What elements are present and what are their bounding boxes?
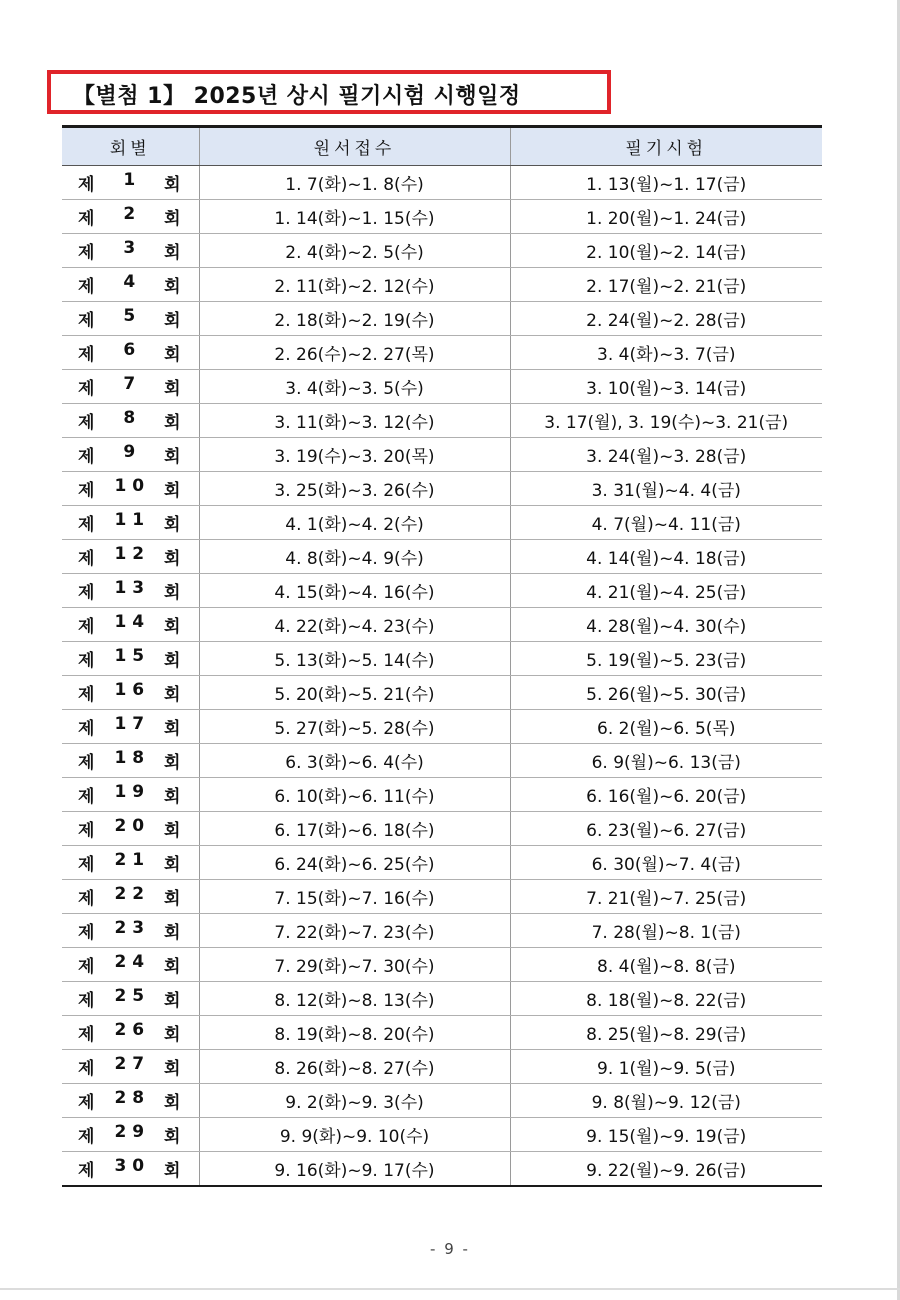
table-row bbox=[62, 880, 822, 914]
round-cell bbox=[62, 880, 199, 914]
round-num: 5 bbox=[123, 306, 136, 326]
round-num: 3 0 bbox=[114, 1155, 145, 1176]
round-suffix: 회 bbox=[164, 889, 181, 909]
round-cell bbox=[62, 370, 199, 404]
round-label bbox=[62, 442, 199, 467]
table-row bbox=[62, 914, 822, 948]
round-suffix: 회 bbox=[164, 719, 181, 739]
round-label bbox=[62, 408, 199, 433]
exam-period-cell: 2. 10(월)~2. 14(금) bbox=[510, 234, 822, 268]
round-suffix: 회 bbox=[164, 651, 181, 671]
exam-period-cell: 8. 18(월)~8. 22(금) bbox=[510, 982, 822, 1016]
table-row bbox=[62, 200, 822, 234]
round-label bbox=[62, 612, 199, 637]
round-label bbox=[62, 748, 199, 773]
round-num: 3 bbox=[123, 238, 136, 258]
round-prefix: 제 bbox=[78, 209, 95, 229]
table-row bbox=[62, 336, 822, 370]
round-cell bbox=[62, 1084, 199, 1118]
exam-period-cell: 4. 28(월)~4. 30(수) bbox=[510, 608, 822, 642]
round-suffix: 회 bbox=[164, 175, 181, 195]
round-cell bbox=[62, 1050, 199, 1084]
round-label bbox=[62, 1054, 199, 1079]
application-period-cell: 1. 14(화)~1. 15(수) bbox=[199, 200, 510, 234]
round-cell bbox=[62, 608, 199, 642]
application-period-cell: 2. 18(화)~2. 19(수) bbox=[199, 302, 510, 336]
table-row bbox=[62, 710, 822, 744]
round-cell bbox=[62, 948, 199, 982]
round-cell bbox=[62, 574, 199, 608]
application-period-cell: 1. 7(화)~1. 8(수) bbox=[199, 166, 510, 200]
exam-period-cell: 3. 24(월)~3. 28(금) bbox=[510, 438, 822, 472]
application-period-cell: 2. 11(화)~2. 12(수) bbox=[199, 268, 510, 302]
round-num: 2 0 bbox=[114, 816, 145, 836]
round-num: 1 7 bbox=[114, 714, 145, 734]
exam-period-cell: 2. 17(월)~2. 21(금) bbox=[510, 268, 822, 302]
exam-period-cell: 3. 10(월)~3. 14(금) bbox=[510, 370, 822, 404]
round-num: 2 bbox=[123, 204, 136, 224]
table-row bbox=[62, 1118, 822, 1152]
page-edge-bottom bbox=[0, 1288, 900, 1290]
exam-period-cell: 8. 4(월)~8. 8(금) bbox=[510, 948, 822, 982]
round-cell bbox=[62, 166, 199, 200]
round-prefix: 제 bbox=[78, 447, 95, 467]
round-num: 8 bbox=[123, 408, 136, 428]
round-cell bbox=[62, 744, 199, 778]
application-period-cell: 6. 24(화)~6. 25(수) bbox=[199, 846, 510, 880]
exam-period-cell: 6. 9(월)~6. 13(금) bbox=[510, 744, 822, 778]
round-suffix: 회 bbox=[164, 277, 181, 297]
round-suffix: 회 bbox=[164, 821, 181, 841]
round-num: 2 5 bbox=[114, 986, 145, 1006]
round-num: 4 bbox=[123, 272, 136, 292]
round-label bbox=[62, 646, 199, 671]
round-prefix: 제 bbox=[78, 311, 95, 331]
round-cell bbox=[62, 404, 199, 438]
application-period-cell: 3. 25(화)~3. 26(수) bbox=[199, 472, 510, 506]
schedule-table bbox=[62, 125, 822, 1187]
round-prefix: 제 bbox=[78, 379, 95, 399]
application-period-cell: 3. 4(화)~3. 5(수) bbox=[199, 370, 510, 404]
application-period-cell: 4. 22(화)~4. 23(수) bbox=[199, 608, 510, 642]
application-period-cell: 7. 29(화)~7. 30(수) bbox=[199, 948, 510, 982]
round-cell bbox=[62, 268, 199, 302]
exam-period-cell: 9. 1(월)~9. 5(금) bbox=[510, 1050, 822, 1084]
title-highlight-box bbox=[47, 70, 611, 114]
table-row bbox=[62, 642, 822, 676]
round-num: 1 4 bbox=[114, 612, 145, 632]
round-suffix: 회 bbox=[164, 481, 181, 501]
round-num: 7 bbox=[123, 374, 136, 394]
round-cell bbox=[62, 982, 199, 1016]
exam-period-cell: 4. 7(월)~4. 11(금) bbox=[510, 506, 822, 540]
table-row bbox=[62, 268, 822, 302]
round-cell bbox=[62, 200, 199, 234]
table-row bbox=[62, 1084, 822, 1118]
round-label bbox=[62, 306, 199, 331]
round-suffix: 회 bbox=[164, 1025, 181, 1045]
round-prefix: 제 bbox=[78, 889, 95, 909]
round-label bbox=[62, 544, 199, 569]
round-cell bbox=[62, 846, 199, 880]
round-cell bbox=[62, 710, 199, 744]
table-row bbox=[62, 540, 822, 574]
round-prefix: 제 bbox=[78, 243, 95, 263]
header-written-exam: 필기시험 bbox=[510, 127, 822, 166]
table-row bbox=[62, 1050, 822, 1084]
round-label bbox=[62, 714, 199, 739]
round-prefix: 제 bbox=[78, 1160, 95, 1181]
round-prefix: 제 bbox=[78, 175, 95, 195]
table-row bbox=[62, 438, 822, 472]
round-cell bbox=[62, 1118, 199, 1152]
table-row bbox=[62, 846, 822, 880]
round-label bbox=[62, 952, 199, 977]
round-suffix: 회 bbox=[164, 447, 181, 467]
exam-period-cell: 6. 30(월)~7. 4(금) bbox=[510, 846, 822, 880]
round-suffix: 회 bbox=[164, 345, 181, 365]
table-row bbox=[62, 506, 822, 540]
exam-period-cell: 6. 23(월)~6. 27(금) bbox=[510, 812, 822, 846]
table-row bbox=[62, 1152, 822, 1186]
round-suffix: 회 bbox=[164, 1127, 181, 1147]
round-cell bbox=[62, 506, 199, 540]
round-suffix: 회 bbox=[164, 515, 181, 535]
round-prefix: 제 bbox=[78, 923, 95, 943]
round-suffix: 회 bbox=[164, 209, 181, 229]
round-suffix: 회 bbox=[164, 991, 181, 1011]
round-cell bbox=[62, 914, 199, 948]
round-label bbox=[62, 680, 199, 705]
round-label bbox=[62, 272, 199, 297]
round-num: 1 9 bbox=[114, 782, 145, 802]
round-prefix: 제 bbox=[78, 1059, 95, 1079]
page-number: - 9 - bbox=[430, 1240, 470, 1258]
round-cell bbox=[62, 1152, 199, 1186]
application-period-cell: 7. 15(화)~7. 16(수) bbox=[199, 880, 510, 914]
round-suffix: 회 bbox=[164, 685, 181, 705]
exam-period-cell: 8. 25(월)~8. 29(금) bbox=[510, 1016, 822, 1050]
round-cell bbox=[62, 812, 199, 846]
round-suffix: 회 bbox=[164, 753, 181, 773]
table-row bbox=[62, 234, 822, 268]
round-num: 2 4 bbox=[114, 952, 145, 972]
round-suffix: 회 bbox=[164, 957, 181, 977]
application-period-cell: 4. 8(화)~4. 9(수) bbox=[199, 540, 510, 574]
round-label bbox=[62, 374, 199, 399]
exam-period-cell: 3. 31(월)~4. 4(금) bbox=[510, 472, 822, 506]
exam-period-cell: 4. 21(월)~4. 25(금) bbox=[510, 574, 822, 608]
exam-period-cell: 6. 16(월)~6. 20(금) bbox=[510, 778, 822, 812]
round-num: 1 0 bbox=[114, 476, 145, 496]
schedule-table-body bbox=[62, 166, 822, 1186]
round-label bbox=[62, 782, 199, 807]
round-prefix: 제 bbox=[78, 1093, 95, 1113]
document-title: 【별첨 1】 2025년 상시 필기시험 시행일정 bbox=[73, 84, 521, 109]
application-period-cell: 3. 19(수)~3. 20(목) bbox=[199, 438, 510, 472]
round-suffix: 회 bbox=[164, 243, 181, 263]
round-num: 2 1 bbox=[114, 850, 145, 870]
round-prefix: 제 bbox=[78, 549, 95, 569]
table-row bbox=[62, 574, 822, 608]
exam-period-cell: 3. 4(화)~3. 7(금) bbox=[510, 336, 822, 370]
exam-period-cell: 4. 14(월)~4. 18(금) bbox=[510, 540, 822, 574]
application-period-cell: 6. 10(화)~6. 11(수) bbox=[199, 778, 510, 812]
round-label bbox=[62, 476, 199, 501]
header-round: 회별 bbox=[62, 127, 199, 166]
round-label bbox=[62, 1020, 199, 1045]
round-suffix: 회 bbox=[164, 617, 181, 637]
application-period-cell: 4. 1(화)~4. 2(수) bbox=[199, 506, 510, 540]
round-suffix: 회 bbox=[164, 855, 181, 875]
round-num: 1 bbox=[123, 170, 136, 190]
round-num: 1 3 bbox=[114, 578, 145, 598]
round-prefix: 제 bbox=[78, 1025, 95, 1045]
round-num: 1 5 bbox=[114, 646, 145, 666]
application-period-cell: 8. 19(화)~8. 20(수) bbox=[199, 1016, 510, 1050]
round-num: 6 bbox=[123, 340, 136, 360]
application-period-cell: 9. 9(화)~9. 10(수) bbox=[199, 1118, 510, 1152]
round-cell bbox=[62, 778, 199, 812]
round-suffix: 회 bbox=[164, 923, 181, 943]
round-suffix: 회 bbox=[164, 549, 181, 569]
round-prefix: 제 bbox=[78, 787, 95, 807]
round-cell bbox=[62, 1016, 199, 1050]
table-row bbox=[62, 812, 822, 846]
round-prefix: 제 bbox=[78, 617, 95, 637]
application-period-cell: 8. 26(화)~8. 27(수) bbox=[199, 1050, 510, 1084]
table-header-row bbox=[62, 127, 822, 166]
round-prefix: 제 bbox=[78, 685, 95, 705]
exam-period-cell: 3. 17(월), 3. 19(수)~3. 21(금) bbox=[510, 404, 822, 438]
round-prefix: 제 bbox=[78, 515, 95, 535]
round-cell bbox=[62, 642, 199, 676]
exam-period-cell: 6. 2(월)~6. 5(목) bbox=[510, 710, 822, 744]
round-num: 9 bbox=[123, 442, 136, 462]
round-num: 2 8 bbox=[114, 1088, 145, 1108]
table-row bbox=[62, 778, 822, 812]
table-row bbox=[62, 1016, 822, 1050]
round-label bbox=[62, 986, 199, 1011]
table-row bbox=[62, 676, 822, 710]
round-label bbox=[62, 850, 199, 875]
round-label bbox=[62, 1156, 199, 1181]
round-label bbox=[62, 578, 199, 603]
table-row bbox=[62, 404, 822, 438]
round-label bbox=[62, 884, 199, 909]
table-row bbox=[62, 370, 822, 404]
header-application: 원서접수 bbox=[199, 127, 510, 166]
application-period-cell: 9. 16(화)~9. 17(수) bbox=[199, 1152, 510, 1186]
round-suffix: 회 bbox=[164, 1093, 181, 1113]
round-prefix: 제 bbox=[78, 821, 95, 841]
round-suffix: 회 bbox=[164, 379, 181, 399]
round-prefix: 제 bbox=[78, 651, 95, 671]
round-num: 2 9 bbox=[114, 1122, 145, 1142]
round-cell bbox=[62, 472, 199, 506]
table-row bbox=[62, 608, 822, 642]
application-period-cell: 2. 26(수)~2. 27(목) bbox=[199, 336, 510, 370]
application-period-cell: 8. 12(화)~8. 13(수) bbox=[199, 982, 510, 1016]
round-suffix: 회 bbox=[164, 311, 181, 331]
round-prefix: 제 bbox=[78, 991, 95, 1011]
exam-period-cell: 1. 20(월)~1. 24(금) bbox=[510, 200, 822, 234]
round-prefix: 제 bbox=[78, 413, 95, 433]
exam-period-cell: 5. 19(월)~5. 23(금) bbox=[510, 642, 822, 676]
table-row bbox=[62, 166, 822, 200]
table-row bbox=[62, 948, 822, 982]
round-suffix: 회 bbox=[164, 1160, 181, 1181]
round-prefix: 제 bbox=[78, 345, 95, 365]
application-period-cell: 3. 11(화)~3. 12(수) bbox=[199, 404, 510, 438]
round-suffix: 회 bbox=[164, 1059, 181, 1079]
round-num: 2 3 bbox=[114, 918, 145, 938]
round-label bbox=[62, 510, 199, 535]
round-prefix: 제 bbox=[78, 583, 95, 603]
exam-period-cell: 9. 22(월)~9. 26(금) bbox=[510, 1152, 822, 1186]
round-num: 1 6 bbox=[114, 680, 145, 700]
round-prefix: 제 bbox=[78, 719, 95, 739]
exam-period-cell: 7. 21(월)~7. 25(금) bbox=[510, 880, 822, 914]
round-prefix: 제 bbox=[78, 753, 95, 773]
round-prefix: 제 bbox=[78, 481, 95, 501]
round-cell bbox=[62, 540, 199, 574]
round-suffix: 회 bbox=[164, 787, 181, 807]
exam-period-cell: 5. 26(월)~5. 30(금) bbox=[510, 676, 822, 710]
table-row bbox=[62, 302, 822, 336]
round-label bbox=[62, 1088, 199, 1113]
round-num: 2 6 bbox=[114, 1020, 145, 1040]
round-cell bbox=[62, 676, 199, 710]
round-label bbox=[62, 204, 199, 229]
table-row bbox=[62, 744, 822, 778]
table-row bbox=[62, 982, 822, 1016]
application-period-cell: 2. 4(화)~2. 5(수) bbox=[199, 234, 510, 268]
exam-period-cell: 1. 13(월)~1. 17(금) bbox=[510, 166, 822, 200]
application-period-cell: 4. 15(화)~4. 16(수) bbox=[199, 574, 510, 608]
round-num: 1 1 bbox=[114, 510, 145, 530]
application-period-cell: 9. 2(화)~9. 3(수) bbox=[199, 1084, 510, 1118]
round-cell bbox=[62, 302, 199, 336]
round-num: 2 2 bbox=[114, 884, 145, 904]
round-suffix: 회 bbox=[164, 413, 181, 433]
table-row bbox=[62, 472, 822, 506]
round-label bbox=[62, 170, 199, 195]
round-prefix: 제 bbox=[78, 1127, 95, 1147]
application-period-cell: 5. 20(화)~5. 21(수) bbox=[199, 676, 510, 710]
round-cell bbox=[62, 234, 199, 268]
application-period-cell: 7. 22(화)~7. 23(수) bbox=[199, 914, 510, 948]
exam-period-cell: 7. 28(월)~8. 1(금) bbox=[510, 914, 822, 948]
exam-period-cell: 2. 24(월)~2. 28(금) bbox=[510, 302, 822, 336]
application-period-cell: 6. 3(화)~6. 4(수) bbox=[199, 744, 510, 778]
round-label bbox=[62, 918, 199, 943]
round-label bbox=[62, 1122, 199, 1147]
round-label bbox=[62, 816, 199, 841]
exam-period-cell: 9. 8(월)~9. 12(금) bbox=[510, 1084, 822, 1118]
application-period-cell: 6. 17(화)~6. 18(수) bbox=[199, 812, 510, 846]
round-cell bbox=[62, 336, 199, 370]
round-label bbox=[62, 238, 199, 263]
round-num: 1 8 bbox=[114, 748, 145, 768]
round-cell bbox=[62, 438, 199, 472]
exam-period-cell: 9. 15(월)~9. 19(금) bbox=[510, 1118, 822, 1152]
round-num: 1 2 bbox=[114, 544, 145, 564]
round-prefix: 제 bbox=[78, 277, 95, 297]
application-period-cell: 5. 27(화)~5. 28(수) bbox=[199, 710, 510, 744]
round-suffix: 회 bbox=[164, 583, 181, 603]
round-prefix: 제 bbox=[78, 957, 95, 977]
round-prefix: 제 bbox=[78, 855, 95, 875]
round-label bbox=[62, 340, 199, 365]
round-num: 2 7 bbox=[114, 1054, 145, 1074]
application-period-cell: 5. 13(화)~5. 14(수) bbox=[199, 642, 510, 676]
